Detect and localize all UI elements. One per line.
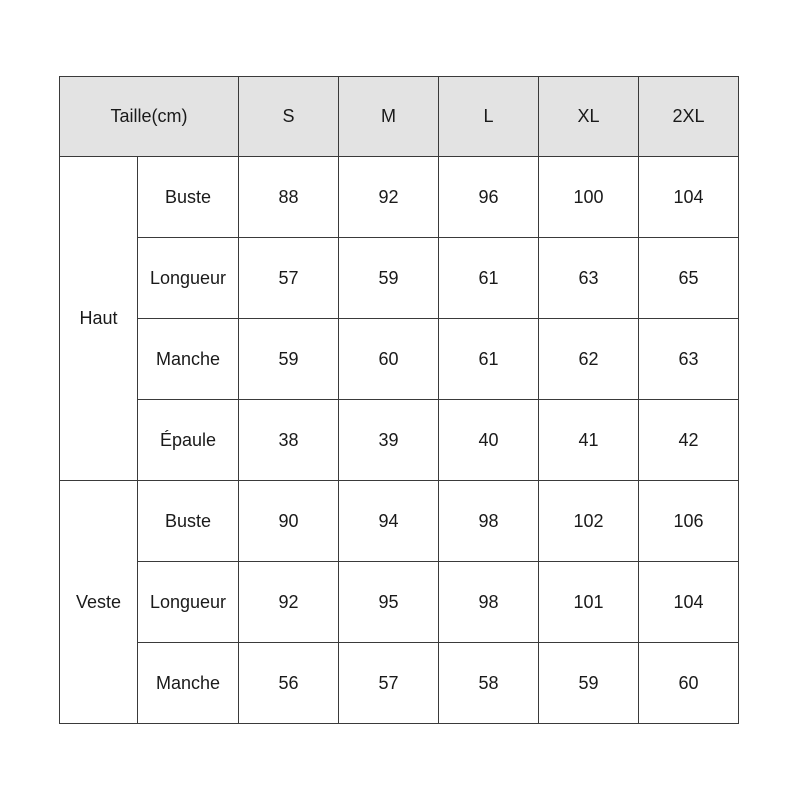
size-header: S <box>239 77 339 157</box>
table-cell: 95 <box>339 562 439 643</box>
table-cell: 38 <box>239 400 339 481</box>
table-cell: 102 <box>539 481 639 562</box>
table-cell: 57 <box>239 238 339 319</box>
table-cell: 63 <box>639 319 739 400</box>
table-cell: 94 <box>339 481 439 562</box>
table-cell: 101 <box>539 562 639 643</box>
table-row <box>60 562 739 643</box>
table-cell: 60 <box>639 643 739 724</box>
table-cell: 60 <box>339 319 439 400</box>
table-row <box>60 400 739 481</box>
group-label: Haut <box>60 157 138 481</box>
table-cell: 104 <box>639 562 739 643</box>
table-cell: 63 <box>539 238 639 319</box>
size-header: XL <box>539 77 639 157</box>
table-cell: 92 <box>339 157 439 238</box>
group-label: Veste <box>60 481 138 724</box>
table-cell: 41 <box>539 400 639 481</box>
size-header-row <box>60 77 739 157</box>
table-cell: 58 <box>439 643 539 724</box>
table-cell: 59 <box>539 643 639 724</box>
table-cell: 90 <box>239 481 339 562</box>
table-row <box>60 238 739 319</box>
table-row <box>60 319 739 400</box>
table-cell: 59 <box>239 319 339 400</box>
size-chart-table <box>59 76 739 724</box>
size-header: M <box>339 77 439 157</box>
measure-label: Manche <box>138 643 239 724</box>
measure-label: Buste <box>138 481 239 562</box>
table-row <box>60 643 739 724</box>
corner-label: Taille(cm) <box>60 77 239 157</box>
table-cell: 88 <box>239 157 339 238</box>
table-cell: 40 <box>439 400 539 481</box>
table-cell: 39 <box>339 400 439 481</box>
table-cell: 92 <box>239 562 339 643</box>
size-header: L <box>439 77 539 157</box>
table-cell: 65 <box>639 238 739 319</box>
table-row <box>60 157 739 238</box>
table-cell: 61 <box>439 319 539 400</box>
table-cell: 61 <box>439 238 539 319</box>
table-cell: 106 <box>639 481 739 562</box>
table-cell: 56 <box>239 643 339 724</box>
table-cell: 104 <box>639 157 739 238</box>
measure-label: Longueur <box>138 238 239 319</box>
size-header: 2XL <box>639 77 739 157</box>
table-row <box>60 481 739 562</box>
table-cell: 100 <box>539 157 639 238</box>
table-cell: 42 <box>639 400 739 481</box>
table-cell: 62 <box>539 319 639 400</box>
table-cell: 98 <box>439 481 539 562</box>
table-cell: 57 <box>339 643 439 724</box>
measure-label: Manche <box>138 319 239 400</box>
measure-label: Longueur <box>138 562 239 643</box>
measure-label: Épaule <box>138 400 239 481</box>
measure-label: Buste <box>138 157 239 238</box>
table-cell: 98 <box>439 562 539 643</box>
table-cell: 96 <box>439 157 539 238</box>
table-cell: 59 <box>339 238 439 319</box>
